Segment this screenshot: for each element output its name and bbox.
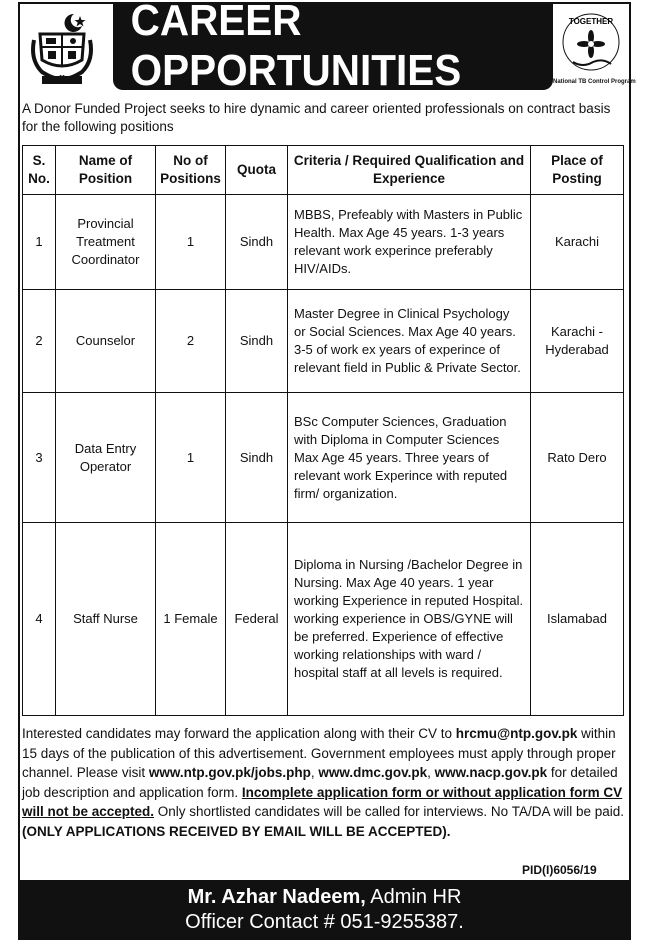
cell-place: Islamabad: [531, 523, 624, 716]
table-row: [23, 393, 624, 523]
contact-name: Mr. Azhar Nadeem,: [187, 886, 366, 908]
cell-criteria: MBBS, Prefeably with Masters in Public Health. Max Age 45 years. 1-3 years relevant work experince preferably HIV/AIDs.: [288, 195, 531, 290]
cell-sno: 4: [23, 523, 56, 716]
table-header-row: [23, 146, 624, 195]
footer: [18, 880, 631, 938]
cell-positions: 2: [156, 290, 226, 393]
cell-quota: Federal: [226, 523, 288, 716]
apply-text-1: Interested candidates may forward the application along with their CV to: [22, 726, 456, 741]
cell-criteria: BSc Computer Sciences, Graduation with Diploma in Computer Sciences Max Age 45 years. Three years of relevant work Experince with reputed firm/ organization.: [288, 393, 531, 523]
cell-sno: 3: [23, 393, 56, 523]
cell-place: Karachi: [531, 195, 624, 290]
header: [18, 0, 636, 96]
positions-table: [22, 145, 624, 716]
logo-subtext: National TB Control Program: [553, 79, 636, 85]
cell-quota: Sindh: [226, 195, 288, 290]
cell-place: Karachi - Hyderabad: [531, 290, 624, 393]
contact-phone: Officer Contact # 051-9255387.: [185, 911, 464, 933]
header-criteria: Criteria / Required Qualification and Experience: [288, 146, 531, 195]
cell-name: Staff Nurse: [56, 523, 156, 716]
apply-text-3: for detailed job description and application form.: [22, 765, 618, 800]
together-logo: [553, 12, 636, 92]
cell-criteria: Diploma in Nursing /Bachelor Degree in Nursing. Max Age 40 years. 1 year working Experience in reputed Hospital. working experience in OBS/GYNE will be preferred. Experience of effective working relationships with ward / hospital staff at all levels is required.: [288, 523, 531, 716]
cell-sno: 1: [23, 195, 56, 290]
state-emblem-icon: [28, 10, 98, 88]
cell-positions: 1: [156, 195, 226, 290]
intro-text: A Donor Funded Project seeks to hire dynamic and career oriented professionals on contract basis for the following positions: [22, 101, 611, 134]
dmc-link[interactable]: www.dmc.gov.pk: [318, 765, 428, 780]
apply-text-2: within 15 days of the publication of this advertisement. Government employees must apply through proper channel. Please visit: [22, 726, 616, 780]
banner: [113, 0, 553, 95]
cell-quota: Sindh: [226, 290, 288, 393]
nacp-link[interactable]: www.nacp.gov.pk: [434, 765, 548, 780]
header-sno: S. No.: [23, 146, 56, 195]
email-link[interactable]: hrcmu@ntp.gov.pk: [455, 726, 578, 741]
link-separator: ,: [427, 765, 435, 780]
header-quota: Quota: [226, 146, 288, 195]
table-row: [23, 290, 624, 393]
application-instructions: [22, 724, 625, 841]
cell-quota: Sindh: [226, 393, 288, 523]
contact-person: [18, 885, 631, 910]
cell-criteria: Master Degree in Clinical Psychology or Social Sciences. Max Age 40 years. 3-5 of work ex years of experince of relevant field in Public & Private Sector.: [288, 290, 531, 393]
cell-name: Provincial Treatment Coordinator: [56, 195, 156, 290]
table-row: [23, 523, 624, 716]
cell-positions: 1: [156, 393, 226, 523]
cell-place: Rato Dero: [531, 393, 624, 523]
header-place: Place of Posting: [531, 146, 624, 195]
page-title: CAREER OPPORTUNITIES: [130, 0, 462, 95]
cell-name: Data Entry Operator: [56, 393, 156, 523]
header-name: Name of Position: [56, 146, 156, 195]
incomplete-warning: Incomplete application form or without application form CV will not be accepted.: [22, 784, 623, 819]
together-logo-icon: [559, 12, 623, 74]
link-separator: ,: [310, 765, 319, 780]
cell-name: Counselor: [56, 290, 156, 393]
pid-number: PID(I)6056/19: [522, 863, 597, 877]
apply-text-4: Only shortlisted candidates will be called for interviews. No TA/DA will be paid.: [154, 804, 624, 819]
cell-sno: 2: [23, 290, 56, 393]
logo-text: TOGETHER: [568, 17, 614, 26]
cell-positions: 1 Female: [156, 523, 226, 716]
email-only-notice: (ONLY APPLICATIONS RECEIVED BY EMAIL WILL BE ACCEPTED).: [22, 823, 451, 839]
ntp-jobs-link[interactable]: www.ntp.gov.pk/jobs.php: [148, 765, 311, 780]
header-positions: No of Positions: [156, 146, 226, 195]
table-row: [23, 195, 624, 290]
contact-role: Admin HR: [365, 886, 462, 908]
